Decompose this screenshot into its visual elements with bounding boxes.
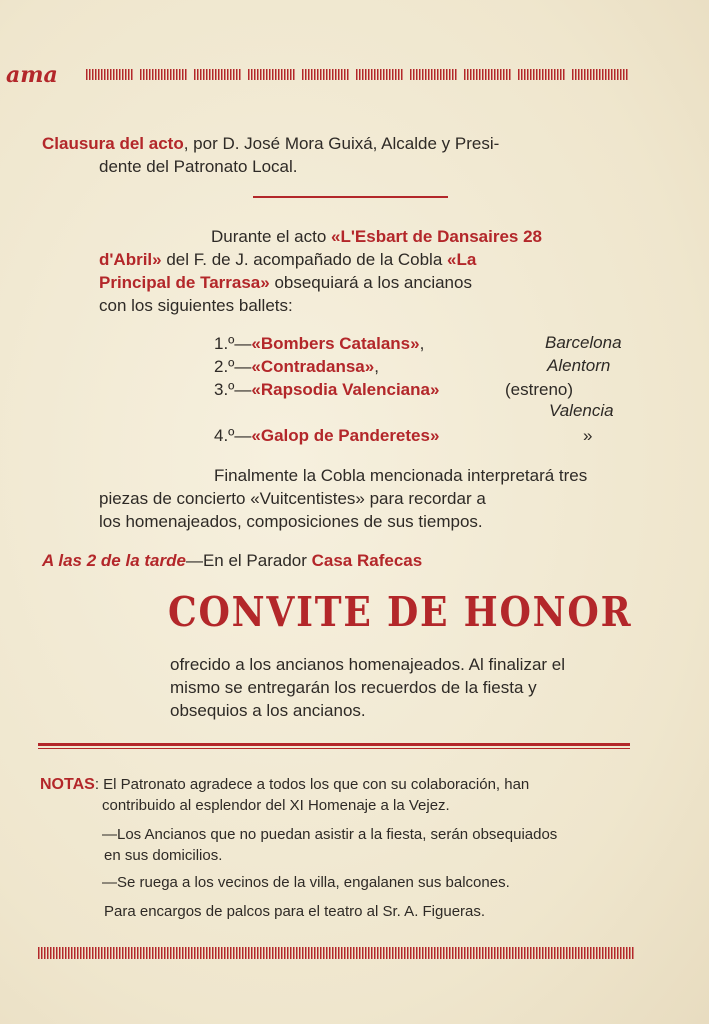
clausura-line-2: dente del Patronato Local.: [99, 157, 298, 176]
section-divider: [253, 196, 448, 198]
ornament-segment: [86, 69, 134, 80]
ballet-item: 4.º—«Galop de Panderetes»: [214, 426, 440, 445]
finalmente-line-2: piezas de concierto «Vuitcentistes» para recordar a: [99, 489, 486, 508]
notes-line-5: —Se ruega a los vecinos de la villa, engalanen sus balcones.: [102, 874, 510, 891]
ornament-segment: [194, 69, 242, 80]
ornament-segment: [248, 69, 296, 80]
footer-ornament: [38, 947, 634, 959]
ballet-note: (estreno): [505, 380, 574, 399]
clausura-line-1: Clausura del acto, por D. José Mora Guixá, Alcalde y Presi-: [42, 134, 500, 153]
notes-line-3: —Los Ancianos que no puedan asistir a la fiesta, serán obsequiados: [102, 826, 558, 843]
durante-line-2: d'Abril» del F. de J. acompañado de la Cobla «La: [99, 250, 477, 269]
notes-divider-bottom: [38, 748, 630, 749]
ornament-segment: [464, 69, 512, 80]
ornament-segment: [356, 69, 404, 80]
ballet-item: 3.º—«Rapsodia Valenciana»: [214, 380, 440, 399]
durante-line-4: con los siguientes ballets:: [99, 296, 293, 315]
ornament-segment: [518, 69, 566, 80]
convite-title: CONVITE DE HONOR: [168, 588, 633, 636]
ballet-place: Alentorn: [547, 356, 611, 375]
clausura-label: Clausura del acto: [42, 134, 184, 153]
ornament-segment: [302, 69, 350, 80]
ballet-place: Valencia: [549, 401, 614, 420]
ornament-segment: [572, 69, 628, 80]
ballet-item: 2.º—«Contradansa»,: [214, 357, 379, 376]
ornament-segment: [140, 69, 188, 80]
durante-line-3: Principal de Tarrasa» obsequiará a los ancianos: [99, 273, 472, 292]
finalmente-line-3: los homenajeados, composiciones de sus tiempos.: [99, 512, 483, 531]
notes-divider-top: [38, 743, 630, 746]
notes-label: NOTAS: [40, 776, 95, 793]
notes-line-4: en sus domicilios.: [104, 847, 223, 864]
finalmente-line-1: Finalmente la Cobla mencionada interpretará tres: [214, 466, 588, 485]
notes-line-1: NOTAS: El Patronato agradece a todos los que con su colaboración, han: [40, 776, 530, 793]
ballet-place: »: [583, 426, 593, 445]
notes-line-2: contribuido al esplendor del XI Homenaje a la Vejez.: [102, 797, 450, 814]
convite-line-2: mismo se entregarán los recuerdos de la fiesta y: [170, 678, 537, 697]
ornament-segment: [410, 69, 458, 80]
durante-line-1: Durante el acto «L'Esbart de Dansaires 28: [211, 227, 542, 246]
tarde-line: A las 2 de la tarde—En el Parador Casa Rafecas: [42, 551, 423, 570]
ballet-place: Barcelona: [545, 333, 622, 352]
convite-line-3: obsequios a los ancianos.: [170, 701, 366, 720]
ballet-item: 1.º—«Bombers Catalans»,: [214, 334, 425, 353]
convite-line-1: ofrecido a los ancianos homenajeados. Al finalizar el: [170, 655, 566, 674]
notes-line-6: Para encargos de palcos para el teatro al Sr. A. Figueras.: [104, 903, 486, 920]
header-word: ama: [6, 62, 58, 88]
